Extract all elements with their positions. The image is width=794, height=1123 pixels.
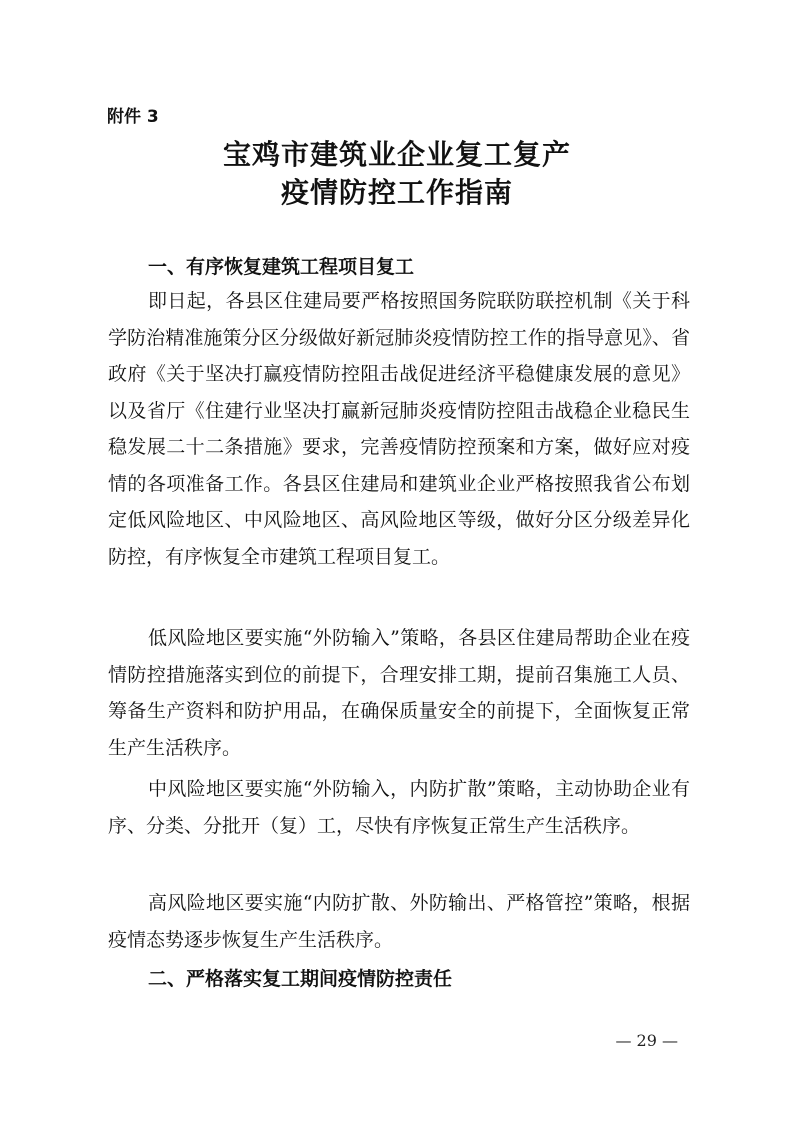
body-paragraph: 高风险地区要实施“内防扩散、外防输出、严格管控”策略，根据疫情态势逐步恢复生产生活秩序。 [108,892,690,951]
section-heading-1: 一、有序恢复建筑工程项目复工 [148,256,415,278]
section-heading-2: 二、严格落实复工期间疫情防控责任 [148,968,453,990]
body-paragraph: 低风险地区要实施“外防输入”策略，各县区住建局帮助企业在疫情防控措施落实到位的前提下，合理安排工期，提前召集施工人员、筹备生产资料和防护用品，在确保质量安全的前提下，全面恢复正常生产生活秩序。 [108,627,690,759]
attachment-label: 附件 3 [107,107,159,127]
document-title-line-1: 宝鸡市建筑业企业复工复产 [222,138,571,171]
document-title-line-2: 疫情防控工作指南 [280,176,513,209]
body-paragraph: 中风险地区要实施“外防输入，内防扩散”策略，主动协助企业有序、分类、分批开（复）工，尽快有序恢复正常生产生活秩序。 [108,778,690,837]
page-number: — 29 — [615,1031,678,1050]
body-paragraph: 即日起，各县区住建局要严格按照国务院联防联控机制《关于科学防治精准施策分区分级做好新冠肺炎疫情防控工作的指导意见》、省政府《关于坚决打赢疫情防控阻击战促进经济平稳健康发展的意见》以及省厅《住建行业坚决打赢新冠肺炎疫情防控阻击战稳企业稳民生稳发展二十二条措施》要求，完善疫情防控预案和方案，做好应对疫情的各项准备工作。各县区住建局和建筑业企业严格按照我省公布划定低风险地区、中风险地区、高风险地区等级，做好分区分级差异化防控，有序恢复全市建筑工程项目复工。 [108,290,690,568]
